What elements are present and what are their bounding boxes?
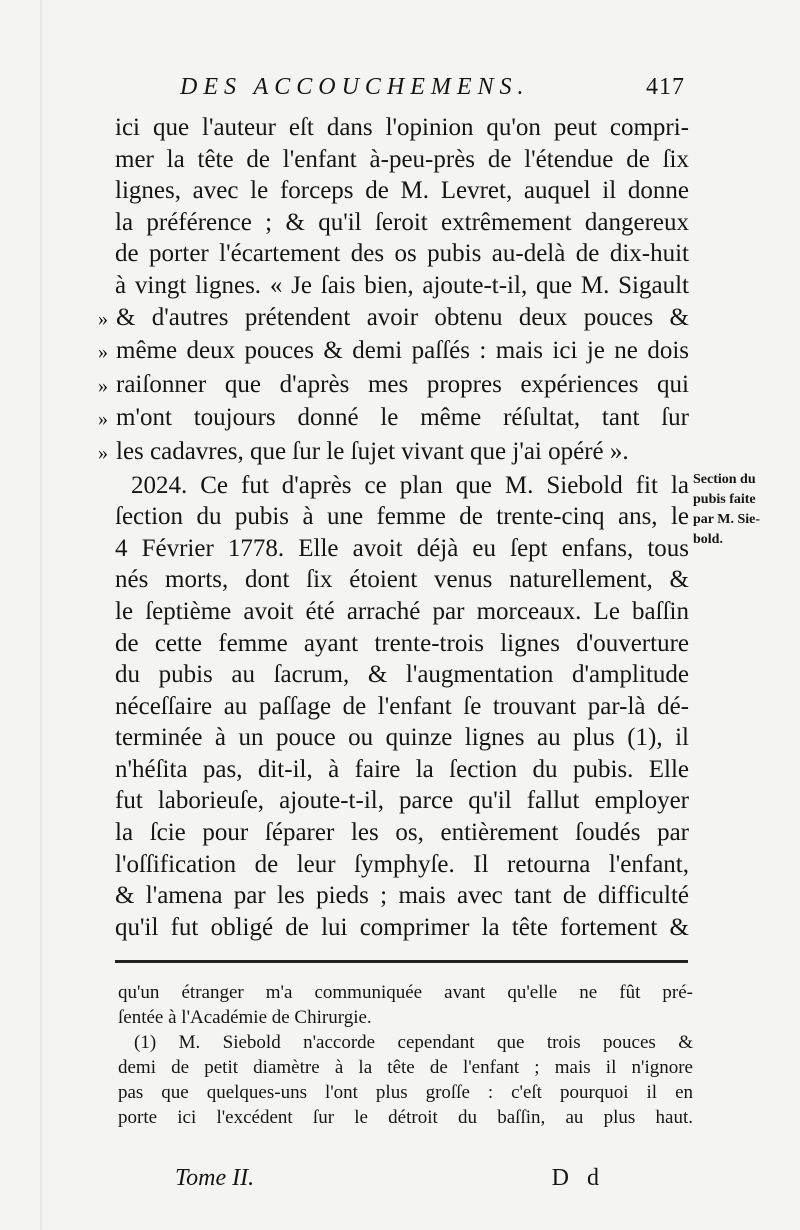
page-header [180, 74, 685, 101]
quote-line [98, 369, 689, 403]
text-line: nés morts, dont ſix étoient venus naturellement, & [115, 566, 689, 594]
quote-mark: » [98, 441, 108, 464]
quote-mark: » [98, 374, 108, 397]
quote-line [98, 335, 689, 369]
page-footer [175, 1165, 605, 1192]
text-line: mer la tête de l'enfant à-peu-près de l'étendue de ſix [115, 145, 689, 173]
quote-line [98, 436, 689, 470]
text-line: m'ont toujours donné le même réſultat, tant ſur [116, 404, 689, 432]
margin-note [693, 470, 793, 550]
text-line: raiſonner que d'après mes propres expériences qui [116, 370, 689, 398]
quote-mark: » [98, 307, 108, 330]
footnote-line: qu'un étranger m'a communiquée avant qu'elle ne fût pré- [118, 982, 693, 1003]
text-line: ſection du pubis à une femme de trente-cinq ans, le [115, 503, 689, 531]
text-line: de porter l'écartement des os pubis au-delà de dix-huit [115, 240, 689, 268]
text-line: de cette femme ayant trente-trois lignes d'ouverture [115, 629, 689, 657]
text-line: 4 Février 1778. Elle avoit déjà eu ſept enfans, tous [115, 534, 689, 562]
text-line: à vingt lignes. « Je ſais bien, ajoute-t-il, que M. Sigault [115, 271, 689, 299]
margin-note-line: par M. Sie- [693, 512, 761, 527]
quote-line [98, 302, 689, 336]
page-shadow [40, 0, 42, 1230]
footnote-line: ſentée à l'Académie de Chirurgie. [118, 1007, 372, 1028]
footnote-separator-rule [115, 960, 688, 963]
quote-line [98, 402, 689, 436]
text-line: & l'amena par les pieds ; mais avec tant de difficulté [115, 882, 689, 910]
text-line: & d'autres prétendent avoir obtenu deux pouces & [116, 303, 689, 331]
footnote-line: pas que quelques-uns l'ont plus groſſe : c'eſt pourquoi il en [118, 1082, 693, 1103]
margin-note-line: pubis faite [693, 492, 756, 507]
volume-label: Tome II. [175, 1165, 255, 1191]
text-line: néceſſaire au paſſage de l'enfant ſe trouvant par-là dé- [115, 692, 689, 720]
text-line: même deux pouces & demi paſſés : mais ici je ne dois [116, 337, 689, 365]
text-line: la préférence ; & qu'il ſeroit extrêmement dangereux [115, 208, 689, 236]
quote-mark: » [98, 408, 108, 431]
margin-note-line: bold. [693, 532, 723, 547]
text-line: n'héſita pas, dit-il, à faire la ſection du pubis. Elle [115, 755, 689, 783]
page-number: 417 [646, 74, 685, 100]
text-line: du pubis au ſacrum, & l'augmentation d'amplitude [115, 661, 689, 689]
text-line: l'oſſification de leur ſymphyſe. Il retourna l'enfant, [115, 850, 689, 878]
margin-note-line: Section du [693, 472, 756, 487]
text-line: les cadavres, que ſur le ſujet vivant que j'ai opéré ». [116, 437, 629, 465]
text-line: la ſcie pour ſéparer les os, entièrement ſoudés par [115, 819, 689, 847]
text-line: le ſeptième avoit été arraché par morceaux. Le baſſin [115, 597, 689, 625]
footnote-line: (1) M. Siebold n'accorde cependant que trois pouces & [134, 1032, 693, 1053]
signature-mark: D d [551, 1165, 605, 1191]
footnote-line: demi de petit diamètre à la tête de l'enfant ; mais il n'ignore [118, 1057, 693, 1078]
text-line: qu'il fut obligé de lui comprimer la tête fortement & [115, 913, 689, 941]
quote-mark: » [98, 341, 108, 364]
footnotes [118, 980, 693, 1130]
text-line: fut laborieuſe, ajoute-t-il, parce qu'il fallut employer [115, 787, 689, 815]
footnote-line: porte ici l'excédent ſur le détroit du baſſin, au plus haut. [118, 1107, 693, 1128]
text-line: terminée à un pouce ou quinze lignes au plus (1), il [115, 724, 689, 752]
running-title: DES ACCOUCHEMENS. [180, 74, 530, 100]
text-line: ici que l'auteur eſt dans l'opinion qu'on peut compri- [115, 114, 689, 141]
text-line: lignes, avec le forceps de M. Levret, auquel il donne [115, 177, 689, 205]
text-line: 2024. Ce fut d'après ce plan que M. Siebold fit la [131, 471, 689, 499]
main-text [98, 112, 689, 943]
